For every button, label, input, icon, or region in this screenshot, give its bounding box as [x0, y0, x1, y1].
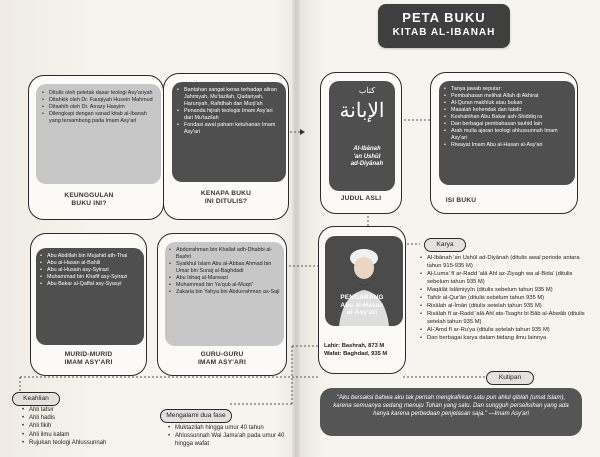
keunggulan-list [42, 90, 155, 125]
keunggulan-panel [36, 84, 161, 184]
isi-buku-card [430, 72, 578, 214]
guru-list [169, 247, 280, 296]
caption-line: IMAM ASY'ARI [197, 359, 247, 367]
karya-section [420, 254, 588, 342]
kenapa-panel [172, 82, 286, 182]
fase-section [168, 424, 292, 449]
keahlian-label: Keahlian [12, 392, 60, 406]
list-item: • Ditahkik oleh Dr. Fauqiyah Husein Mahmud [42, 97, 155, 104]
karya-label: Karya [424, 238, 466, 252]
list-item: • Masalah kehendak dan takdir [444, 107, 570, 114]
keahlian-section [22, 406, 152, 447]
list-item: • Penanda hijrah teologis Imam Asy'ari dari Mu'tazilah [177, 108, 280, 122]
list-item: • Ahli ilmu kalam [22, 431, 152, 439]
isi-buku-list [444, 86, 570, 149]
list-item: • Ditulis oleh peletak dasar teologi Asy'ariyah [42, 90, 155, 97]
guru-caption [158, 351, 286, 367]
murid-card [30, 233, 147, 376]
birth-text: Lahir: Bashrah, 873 M [324, 343, 385, 349]
list-item: • Keshahihan Abu Bakar ash-Shiddiq ra [444, 114, 570, 121]
caption-line: PENGARANG [340, 294, 384, 301]
list-item: • Ditashih oleh Dr. Arrazy Hasyim [42, 104, 155, 111]
list-item: • Abu al-Husain asy-Syirazi [40, 267, 140, 274]
caption-line: al-Asy'ari [346, 309, 378, 317]
fase-label: Mengalami dua fase [160, 409, 232, 423]
list-item: • Al-Quran makhluk atau bukan [444, 100, 570, 107]
list-item: • Al-Luma' fī ar-Radd 'alā Ahl az-Ziyagh wa al-Bida' (ditulis sebelum tahun 935 M) [420, 270, 588, 286]
book-latin-title [347, 146, 387, 169]
list-item: • Syaikhul Islam Abu al-Abbas Ahmad bin Umar bin Suraij al-Baghdadi [169, 261, 280, 275]
isi-buku-panel [439, 81, 575, 185]
list-item: • Dan berbagai pembahasan tauhid lain [444, 121, 570, 128]
guru-card [157, 233, 287, 376]
list-item: • Abu Abdillah bin Mujahid ath-Thai [40, 253, 140, 260]
caption-line: MURID-MURID [64, 351, 113, 358]
death-text: Wafat: Baghdad, 935 M [324, 351, 388, 357]
list-item: • Dilengkapi dengan sanad kitab al-Ibanah yang tersambung pada Imam Asy'ari [42, 111, 155, 125]
list-item: • Muhammad bin Ya'qub al-Muqri' [169, 282, 280, 289]
page-title [378, 4, 510, 48]
list-item: • Arah mulia ajaran teologi ahlussunnah Imam Asy'ari [444, 128, 570, 142]
judul-asli-caption: JUDUL ASLI [340, 195, 382, 202]
keahlian-list [22, 406, 152, 447]
list-item: • Fondasi awal paham ketuhanan Imam Asy'ari [177, 122, 280, 136]
caption-line: IMAM ASY'ARI [64, 359, 113, 367]
title-line: ad-Diyānah [350, 161, 384, 167]
list-item: • Riwayat Imam Abu al-Hasan al-Asy'ari [444, 142, 570, 149]
caption-line: BUKU INI? [71, 200, 107, 208]
title-line: Al-Ibānah [353, 146, 381, 152]
list-item: • Ahli hadis [22, 414, 152, 422]
list-item: • Tanya jawab seputar: [444, 86, 570, 93]
caption-line: GURU-GURU [200, 351, 244, 358]
list-item: • Al-'Amd fī ar-Ru'ya (ditulis setelah tahun 935 M) [420, 326, 588, 334]
kenapa-caption [164, 190, 288, 206]
list-item: • Tafsīr al-Qur'ān (ditulis sebelum tahun 935 M) [420, 294, 588, 302]
list-item: • Abdurrahman bin Khallaf adh-Dhabbi al-Bashri [169, 247, 280, 261]
book-arabic-small: كتاب [358, 86, 376, 95]
list-item: • Muhammad bin Khafif asy-Syirazi [40, 274, 140, 281]
list-item: • Abu Ishaq al-Marwazi [169, 275, 280, 282]
guru-panel [165, 242, 284, 346]
caption-line: KEUNGGULAN [64, 192, 114, 199]
list-item: • Abu al-Hasan al-Bahili [40, 260, 140, 267]
title-main: PETA BUKU [402, 10, 486, 25]
list-item: • Ahli tafsir [22, 406, 152, 414]
birth-info [324, 342, 387, 358]
isi-buku-caption: ISI BUKU [445, 197, 477, 204]
kenapa-list [177, 87, 280, 136]
list-item: • Ahli fikih [22, 422, 152, 430]
list-item: • Bantahan sangat keras terhadap aliran Jahmiyah, Mu'tazilah, Qadariyah, Haruriyah, Rafidhah dan Murji'ah [177, 87, 280, 108]
murid-panel [36, 248, 144, 345]
list-item: • Muktazilah hingga umur 40 tahun [168, 424, 292, 432]
list-item: • Pembahasan melihat Allah di Akhirat [444, 93, 570, 100]
karya-list [420, 254, 588, 342]
keunggulan-caption [29, 192, 149, 208]
murid-caption [31, 351, 146, 367]
book-arabic-title: الإبانة [339, 98, 385, 122]
caption-line: Abu al-Hasan [340, 301, 384, 309]
list-item: • Abu Bakar al-Qaffal asy-Syasyi [40, 281, 140, 288]
kutipan-label: Kutipan [486, 371, 534, 385]
kenapa-card [163, 73, 289, 220]
list-item: • Ahlussunnah Wal Jama'ah pada umur 40 hingga wafat [168, 432, 292, 448]
list-item: • Risālah fī ar-Radd 'alā Ahl ats-Tsaghr bi Bāb al-Abwāb (ditulis setelah tahun 935 M) [420, 310, 588, 326]
fase-list [168, 424, 292, 449]
list-item: • Dan berbagai karya dalam bidang ilmu lainnya [420, 334, 588, 342]
list-item: • Al-Ibānah 'an Ushūl ad-Diyānah (ditulis awal periode antara tahun 915-935 M) [420, 254, 588, 270]
murid-list [40, 253, 140, 288]
kutipan-quote: "Aku bersaksi bahwa aku tak pernah mengkafirkan satu pun ahlul qiblah (umat Islam), karena semuanya sedang menuju Tuhan yang satu. Dan sungguh perselisihan yang ada hanya karena perbedaan penjelasan saja." —Imam Asy'ari [320, 388, 582, 436]
title-line: 'an Ushūl [353, 153, 381, 160]
title-sub: KITAB AL-IBANAH [392, 27, 496, 38]
keunggulan-card [28, 75, 164, 220]
caption-line: KENAPA BUKU [200, 190, 252, 197]
list-item: • Zakaria bin Yahya bin Abdurrahman as-Saji [169, 289, 280, 296]
caption-line: INI DITULIS? [204, 198, 248, 206]
list-item: • Maqālāt Islāmiyyīn (ditulis sebelum tahun 935 M) [420, 286, 588, 294]
pengarang-caption [320, 294, 404, 317]
list-item: • Risālah al-Īmān (ditulis setelah tahun 935 M) [420, 302, 588, 310]
list-item: • Rujukan teologi Ahlussunnah [22, 439, 152, 447]
